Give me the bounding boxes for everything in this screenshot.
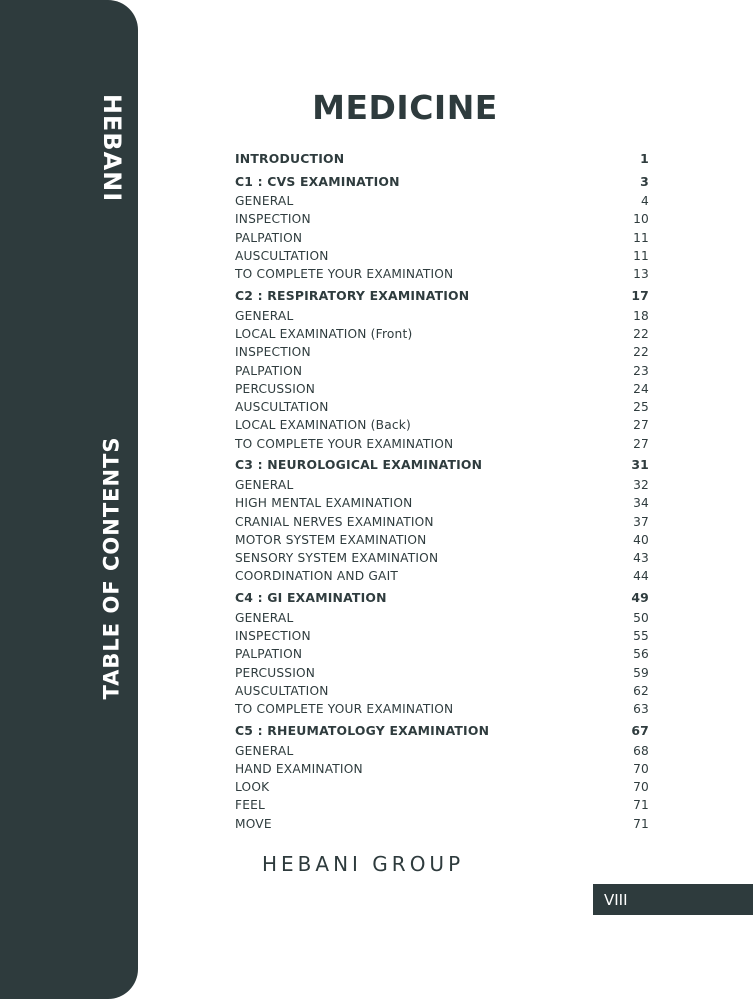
toc-entry-page: 31 <box>631 457 649 473</box>
toc-chapter-row[interactable] <box>235 170 649 192</box>
toc-entry-label: GENERAL <box>235 308 294 323</box>
toc-entry-row[interactable] <box>235 700 649 718</box>
page-number: VIII <box>604 890 628 909</box>
toc-entry-page: 23 <box>633 363 649 378</box>
toc-entry-label: TO COMPLETE YOUR EXAMINATION <box>235 267 454 282</box>
toc-entry-label: MOTOR SYSTEM EXAMINATION <box>235 532 427 547</box>
toc-entry-row[interactable] <box>235 265 649 283</box>
toc-entry-page: 25 <box>633 400 649 415</box>
toc-entry-label: GENERAL <box>235 610 294 625</box>
toc-entry-label: PALPATION <box>235 647 303 662</box>
toc-entry-page: 22 <box>633 345 649 360</box>
page-title: MEDICINE <box>312 88 498 127</box>
toc-entry-row[interactable] <box>235 531 649 549</box>
sidebar-panel <box>0 0 138 999</box>
toc-entry-row[interactable] <box>235 343 649 361</box>
toc-entry-row[interactable] <box>235 609 649 627</box>
table-of-contents-label: TABLE OF CONTENTS <box>100 435 125 700</box>
toc-entry-label: PALPATION <box>235 363 303 378</box>
toc-entry-page: 34 <box>633 496 649 511</box>
toc-entry-page: 4 <box>641 194 649 209</box>
toc-entry-label: C5 : RHEUMATOLOGY EXAMINATION <box>235 722 490 738</box>
toc-entry-page: 40 <box>633 532 649 547</box>
toc-entry-label: LOCAL EXAMINATION (Back) <box>235 418 411 433</box>
toc-entry-label: C3 : NEUROLOGICAL EXAMINATION <box>235 457 483 473</box>
toc-entry-page: 49 <box>631 590 649 606</box>
toc-entry-row[interactable] <box>235 664 649 682</box>
toc-entry-page: 18 <box>633 308 649 323</box>
toc-entry-page: 3 <box>640 173 649 189</box>
toc-entry-page: 1 <box>640 150 649 166</box>
toc-entry-label: GENERAL <box>235 743 294 758</box>
toc-entry-row[interactable] <box>235 682 649 700</box>
toc-entry-row[interactable] <box>235 192 649 210</box>
toc-entry-page: 70 <box>633 780 649 795</box>
toc-entry-label: GENERAL <box>235 478 294 492</box>
toc-entry-page: 62 <box>633 683 649 698</box>
toc-entry-row[interactable] <box>235 778 649 796</box>
toc-entry-label: FEEL <box>235 798 266 813</box>
toc-entry-page: 11 <box>633 230 649 245</box>
toc-entry-label: INSPECTION <box>235 212 311 227</box>
toc-chapter-row[interactable] <box>235 284 649 306</box>
toc-entry-label: C2 : RESPIRATORY EXAMINATION <box>235 287 470 303</box>
toc-entry-label: COORDINATION AND GAIT <box>235 569 399 584</box>
toc-entry-label: INSPECTION <box>235 345 311 360</box>
toc-entry-label: CRANIAL NERVES EXAMINATION <box>235 514 434 529</box>
toc-entry-row[interactable] <box>235 398 649 416</box>
toc-entry-page: 24 <box>633 381 649 396</box>
toc-entry-row[interactable] <box>235 435 649 453</box>
toc-entry-page: 63 <box>633 702 649 717</box>
toc-entry-row[interactable] <box>235 306 649 324</box>
toc-entry-label: C1 : CVS EXAMINATION <box>235 173 400 189</box>
toc-entry-page: 68 <box>633 743 649 758</box>
table-of-contents <box>235 147 649 833</box>
toc-entry-page: 50 <box>633 610 649 625</box>
toc-entry-row[interactable] <box>235 815 649 833</box>
toc-entry-label: AUSCULTATION <box>235 683 329 698</box>
toc-entry-page: 17 <box>631 287 649 303</box>
toc-entry-page: 37 <box>633 514 649 529</box>
toc-chapter-row[interactable] <box>235 719 649 741</box>
toc-entry-label: LOCAL EXAMINATION (Front) <box>235 326 413 341</box>
toc-chapter-row[interactable] <box>235 454 649 476</box>
toc-entry-page: 13 <box>633 267 649 282</box>
toc-entry-row[interactable] <box>235 645 649 663</box>
toc-entry-row[interactable] <box>235 229 649 247</box>
toc-entry-label: PERCUSSION <box>235 665 316 680</box>
toc-entry-label: HAND EXAMINATION <box>235 761 363 776</box>
toc-entry-label: INTRODUCTION <box>235 150 345 166</box>
toc-entry-row[interactable] <box>235 210 649 228</box>
toc-entry-label: AUSCULTATION <box>235 400 329 415</box>
toc-entry-page: 43 <box>633 551 649 566</box>
sidebar-vertical-label <box>92 430 132 705</box>
toc-entry-row[interactable] <box>235 325 649 343</box>
toc-entry-label: HIGH MENTAL EXAMINATION <box>235 496 413 511</box>
toc-entry-row[interactable] <box>235 361 649 379</box>
toc-entry-page: 22 <box>633 326 649 341</box>
toc-entry-label: MOVE <box>235 816 272 831</box>
toc-entry-label: TO COMPLETE YOUR EXAMINATION <box>235 702 454 717</box>
toc-entry-page: 32 <box>633 478 649 492</box>
toc-entry-row[interactable] <box>235 549 649 567</box>
toc-entry-row[interactable] <box>235 494 649 512</box>
toc-entry-label: LOOK <box>235 780 270 795</box>
toc-chapter-row[interactable] <box>235 587 649 609</box>
toc-entry-page: 71 <box>633 816 649 831</box>
toc-entry-label: PALPATION <box>235 230 303 245</box>
toc-entry-page: 27 <box>633 418 649 433</box>
toc-entry-page: 55 <box>633 629 649 644</box>
toc-chapter-row[interactable] <box>235 147 649 169</box>
toc-entry-row[interactable] <box>235 247 649 265</box>
toc-entry-row[interactable] <box>235 476 649 494</box>
publisher-name: HEBANI GROUP <box>262 852 465 876</box>
toc-entry-row[interactable] <box>235 796 649 814</box>
toc-entry-page: 11 <box>633 249 649 264</box>
toc-entry-page: 56 <box>633 647 649 662</box>
toc-entry-label: TO COMPLETE YOUR EXAMINATION <box>235 436 454 451</box>
toc-entry-label: GENERAL <box>235 194 294 209</box>
toc-entry-row[interactable] <box>235 416 649 434</box>
toc-entry-page: 70 <box>633 761 649 776</box>
page-number-badge <box>593 884 753 915</box>
toc-entry-row[interactable] <box>235 567 649 585</box>
toc-entry-label: PERCUSSION <box>235 381 316 396</box>
toc-entry-page: 44 <box>633 569 649 584</box>
toc-entry-page: 59 <box>633 665 649 680</box>
toc-entry-row[interactable] <box>235 760 649 778</box>
brand-logo-text: HEBANI <box>98 93 126 203</box>
toc-entry-page: 67 <box>631 722 649 738</box>
toc-entry-row[interactable] <box>235 512 649 530</box>
toc-entry-page: 27 <box>633 436 649 451</box>
toc-entry-row[interactable] <box>235 380 649 398</box>
toc-entry-label: C4 : GI EXAMINATION <box>235 590 387 606</box>
toc-entry-row[interactable] <box>235 741 649 759</box>
toc-entry-page: 71 <box>633 798 649 813</box>
toc-entry-label: INSPECTION <box>235 629 311 644</box>
toc-entry-row[interactable] <box>235 627 649 645</box>
toc-entry-label: AUSCULTATION <box>235 249 329 264</box>
toc-entry-label: SENSORY SYSTEM EXAMINATION <box>235 551 439 566</box>
toc-entry-page: 10 <box>633 212 649 227</box>
brand-logo <box>92 93 132 203</box>
